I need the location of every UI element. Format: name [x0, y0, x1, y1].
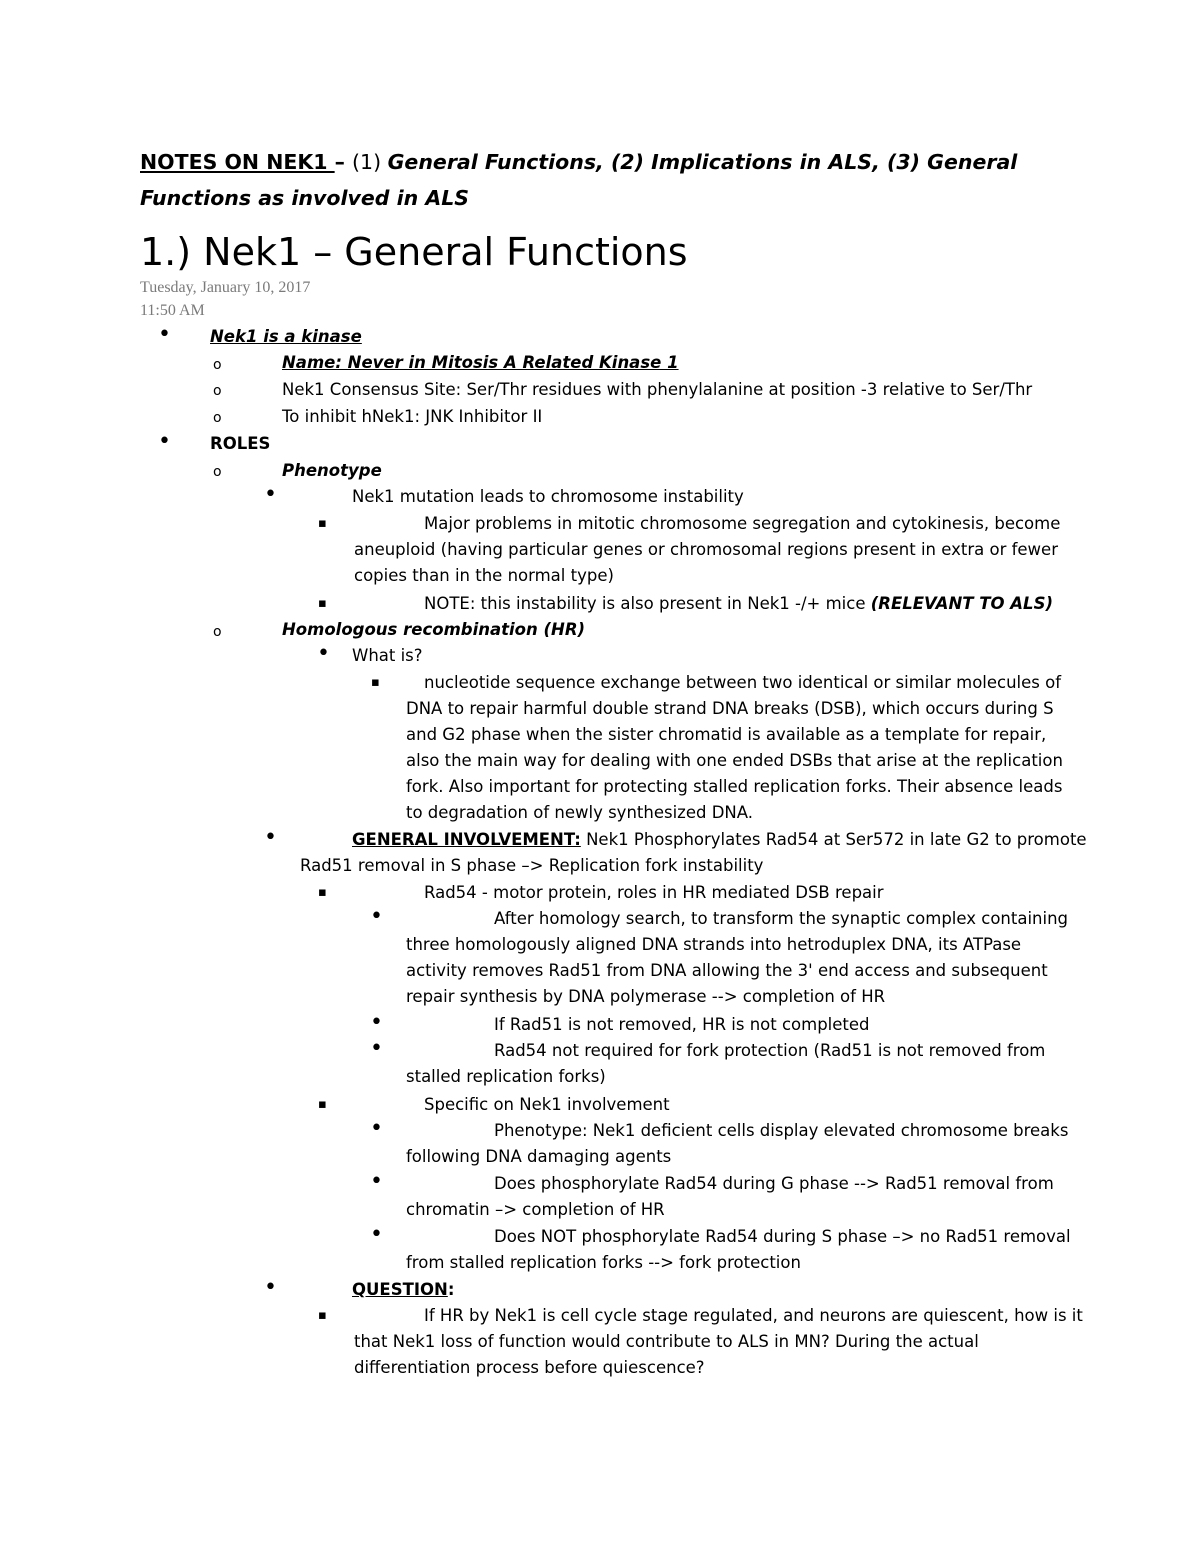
list-item-cont: and G2 phase when the sister chromatid is available as a template for repair, — [406, 725, 1047, 744]
list-item-cont: to degradation of newly synthesized DNA. — [406, 803, 753, 822]
list-item-cont: DNA to repair harmful double strand DNA breaks (DSB), which occurs during S — [406, 699, 1054, 718]
list-item: Phenotype — [282, 461, 382, 480]
square-bullet-icon — [318, 878, 327, 906]
square-bullet-icon — [318, 1090, 327, 1118]
list-item-cont: stalled replication forks) — [406, 1067, 606, 1086]
title-part3: General Functions, (2) Implications in ALS, (3) General — [387, 150, 1018, 174]
list-item: nucleotide sequence exchange between two identical or similar molecules of — [424, 673, 1062, 692]
list-item: ROLES — [210, 434, 271, 453]
list-item — [352, 827, 1087, 853]
page-title — [140, 144, 1040, 216]
question-colon: : — [447, 1280, 455, 1299]
square-bullet-icon — [371, 668, 380, 696]
square-bullet-icon — [318, 509, 327, 537]
note-date: Tuesday, January 10, 2017 — [140, 279, 311, 296]
title-line2: Functions as involved in ALS — [140, 186, 470, 210]
list-item: Does phosphorylate Rad54 during G phase --> Rad51 removal from — [494, 1174, 1054, 1193]
list-item: Nek1 is a kinase — [210, 327, 362, 346]
list-item: Name: Never in Mitosis A Related Kinase 1 — [282, 353, 679, 372]
list-item: What is? — [352, 646, 423, 665]
list-item-cont: aneuploid (having particular genes or chromosomal regions present in extra or fewer — [354, 540, 1058, 559]
list-item: If HR by Nek1 is cell cycle stage regulated, and neurons are quiescent, how is it — [424, 1306, 1083, 1325]
bullet-icon — [158, 429, 171, 456]
bullet-icon — [370, 1010, 383, 1037]
list-item: To inhibit hNek1: JNK Inhibitor II — [282, 407, 543, 426]
list-item-cont: that Nek1 loss of function would contribute to ALS in MN? During the actual — [354, 1332, 979, 1351]
list-item-cont: also the main way for dealing with one ended DSBs that arise at the replication — [406, 751, 1063, 770]
list-item-cont: copies than in the normal type) — [354, 566, 614, 585]
general-involvement-text: Nek1 Phosphorylates Rad54 at Ser572 in late G2 to promote — [580, 830, 1087, 849]
square-bullet-icon — [318, 589, 327, 617]
list-item-cont: following DNA damaging agents — [406, 1147, 672, 1166]
circle-bullet-icon — [213, 351, 222, 378]
list-item: Major problems in mitotic chromosome segregation and cytokinesis, become — [424, 514, 1061, 533]
note-text: NOTE: this instability is also present in Nek1 -/+ mice — [424, 594, 871, 613]
note-time: 11:50 AM — [140, 302, 205, 319]
relevant-tag: (RELEVANT TO ALS) — [870, 594, 1053, 613]
list-item-cont: Rad51 removal in S phase –> Replication fork instability — [300, 856, 764, 875]
list-item: If Rad51 is not removed, HR is not completed — [494, 1015, 870, 1034]
bullet-icon — [158, 322, 171, 349]
list-item: Nek1 Consensus Site: Ser/Thr residues with phenylalanine at position -3 relative to Ser/Thr — [282, 380, 1033, 399]
bullet-icon — [264, 825, 277, 852]
list-item: Phenotype: Nek1 deficient cells display elevated chromosome breaks — [494, 1121, 1069, 1140]
square-bullet-icon — [318, 1301, 327, 1329]
list-item: Rad54 - motor protein, roles in HR mediated DSB repair — [424, 883, 884, 902]
section-heading: 1.) Nek1 – General Functions — [140, 230, 688, 274]
list-item-cont: activity removes Rad51 from DNA allowing the 3' end access and subsequent — [406, 961, 1048, 980]
circle-bullet-icon — [213, 404, 222, 431]
general-involvement-label: GENERAL INVOLVEMENT: — [352, 830, 581, 849]
list-item-cont: from stalled replication forks --> fork protection — [406, 1253, 801, 1272]
list-item — [424, 591, 1053, 617]
circle-bullet-icon — [213, 377, 222, 404]
list-item-cont: three homologously aligned DNA strands into hetroduplex DNA, its ATPase — [406, 935, 1022, 954]
circle-bullet-icon — [213, 458, 222, 485]
list-item-cont: chromatin –> completion of HR — [406, 1200, 665, 1219]
title-dash: – — [334, 150, 353, 174]
list-item: Rad54 not required for fork protection (Rad51 is not removed from — [494, 1041, 1046, 1060]
bullet-icon — [264, 482, 277, 509]
list-item: Nek1 mutation leads to chromosome instability — [352, 487, 744, 506]
bullet-icon — [370, 1116, 383, 1143]
list-item — [352, 1277, 454, 1303]
circle-bullet-icon — [213, 618, 222, 645]
question-label: QUESTION — [352, 1280, 448, 1299]
list-item-cont: repair synthesis by DNA polymerase --> completion of HR — [406, 987, 886, 1006]
bullet-icon — [264, 1275, 277, 1302]
list-item: Does NOT phosphorylate Rad54 during S phase –> no Rad51 removal — [494, 1227, 1071, 1246]
title-part2: (1) — [352, 150, 388, 174]
bullet-icon — [370, 1222, 383, 1249]
bullet-icon — [370, 904, 383, 931]
list-item-cont: fork. Also important for protecting stalled replication forks. Their absence leads — [406, 777, 1063, 796]
list-item: Specific on Nek1 involvement — [424, 1095, 670, 1114]
bullet-icon — [370, 1169, 383, 1196]
list-item-cont: differentiation process before quiescence? — [354, 1358, 705, 1377]
list-item: After homology search, to transform the synaptic complex containing — [494, 909, 1069, 928]
list-item: Homologous recombination (HR) — [282, 620, 586, 639]
title-part1: NOTES ON NEK1 — [140, 150, 335, 174]
bullet-icon — [370, 1036, 383, 1063]
bullet-icon — [317, 641, 330, 668]
